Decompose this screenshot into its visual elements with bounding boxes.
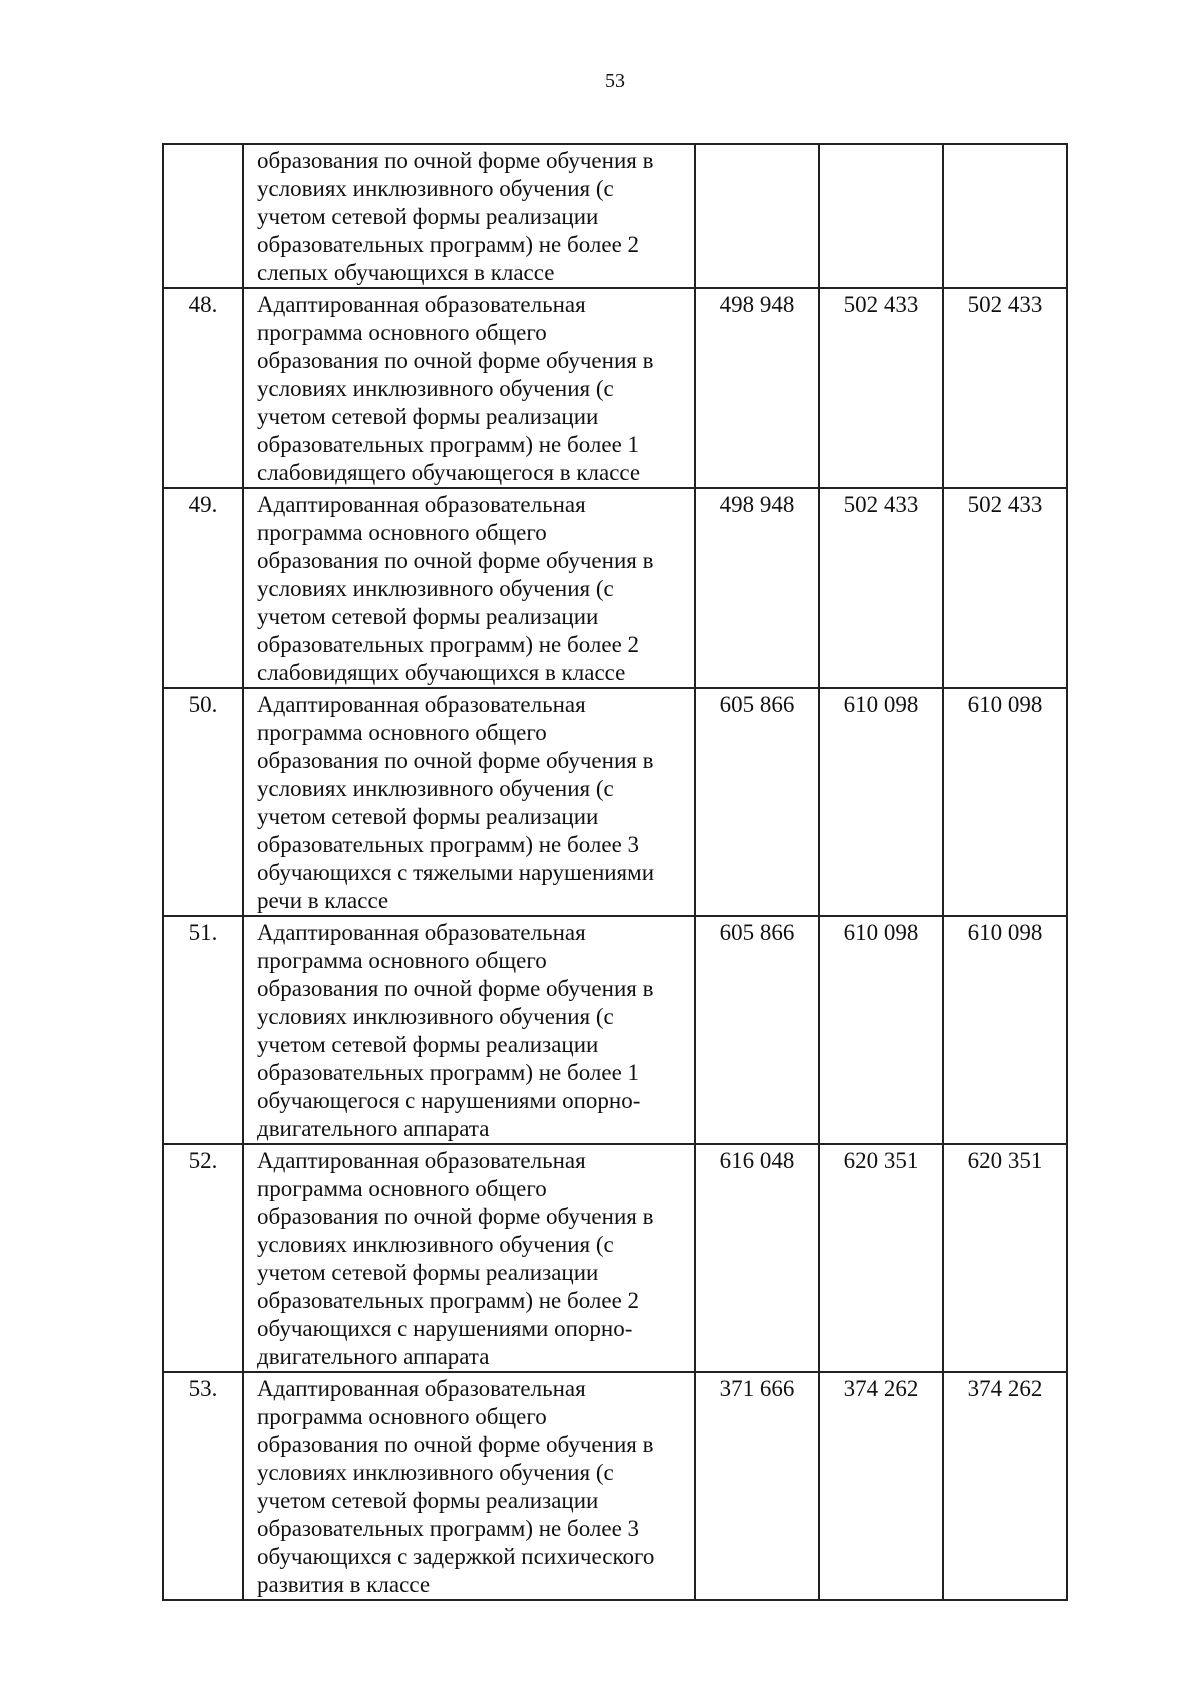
description-line: речи в классе: [257, 888, 389, 913]
table-row: [163, 144, 1067, 288]
cost-value-year-2: 620 351: [819, 1144, 943, 1372]
description-line: программа основного общего: [257, 720, 547, 745]
description-line: условиях инклюзивного обучения (с: [257, 1232, 614, 1257]
row-number: 50.: [163, 688, 243, 916]
cost-value-year-2: 610 098: [819, 916, 943, 1144]
cost-table: [162, 143, 1068, 1601]
description-line: Адаптированная образовательная: [257, 292, 586, 317]
cost-value-year-3: [943, 144, 1067, 288]
description-line: Адаптированная образовательная: [257, 920, 586, 945]
description-line: обучающегося с нарушениями опорно-: [257, 1088, 641, 1113]
description-line: образования по очной форме обучения в: [257, 976, 654, 1001]
description-line: учетом сетевой формы реализации: [257, 1032, 599, 1057]
description-line: образовательных программ) не более 1: [257, 1060, 640, 1085]
description-line: программа основного общего: [257, 1404, 547, 1429]
description-line: образования по очной форме обучения в: [257, 348, 654, 373]
description-line: образовательных программ) не более 3: [257, 1516, 640, 1541]
description-line: образовательных программ) не более 2: [257, 232, 640, 257]
program-description: [243, 1144, 695, 1372]
cost-value-year-1: 616 048: [695, 1144, 819, 1372]
description-line: программа основного общего: [257, 948, 547, 973]
cost-value-year-1: 498 948: [695, 488, 819, 688]
description-line: обучающихся с задержкой психического: [257, 1544, 655, 1569]
row-number: [163, 144, 243, 288]
description-line: Адаптированная образовательная: [257, 492, 586, 517]
description-line: образовательных программ) не более 1: [257, 432, 640, 457]
description-line: слепых обучающихся в классе: [257, 260, 555, 285]
description-line: образования по очной форме обучения в: [257, 1204, 654, 1229]
description-line: образовательных программ) не более 3: [257, 832, 640, 857]
description-line: Адаптированная образовательная: [257, 1376, 586, 1401]
description-line: программа основного общего: [257, 520, 547, 545]
description-line: учетом сетевой формы реализации: [257, 204, 599, 229]
table-row: [163, 916, 1067, 1144]
cost-value-year-1: 371 666: [695, 1372, 819, 1600]
program-description: [243, 1372, 695, 1600]
description-line: учетом сетевой формы реализации: [257, 804, 599, 829]
cost-value-year-3: 610 098: [943, 688, 1067, 916]
program-description: [243, 688, 695, 916]
program-description: [243, 916, 695, 1144]
cost-value-year-2: 502 433: [819, 288, 943, 488]
cost-value-year-3: 502 433: [943, 288, 1067, 488]
description-line: учетом сетевой формы реализации: [257, 604, 599, 629]
description-line: образования по очной форме обучения в: [257, 1432, 654, 1457]
cost-value-year-3: 610 098: [943, 916, 1067, 1144]
description-line: условиях инклюзивного обучения (с: [257, 776, 614, 801]
cost-value-year-3: 374 262: [943, 1372, 1067, 1600]
description-line: обучающихся с нарушениями опорно-: [257, 1316, 633, 1341]
description-line: условиях инклюзивного обучения (с: [257, 1004, 614, 1029]
cost-value-year-2: 502 433: [819, 488, 943, 688]
cost-value-year-3: 620 351: [943, 1144, 1067, 1372]
description-line: программа основного общего: [257, 1176, 547, 1201]
description-line: двигательного аппарата: [257, 1344, 490, 1369]
description-line: условиях инклюзивного обучения (с: [257, 576, 614, 601]
description-line: Адаптированная образовательная: [257, 1148, 586, 1173]
description-line: условиях инклюзивного обучения (с: [257, 376, 614, 401]
table-body: [163, 144, 1067, 1600]
cost-value-year-2: [819, 144, 943, 288]
page-number: 53: [605, 70, 625, 92]
cost-value-year-2: 610 098: [819, 688, 943, 916]
description-line: учетом сетевой формы реализации: [257, 404, 599, 429]
description-line: слабовидящих обучающихся в классе: [257, 660, 626, 685]
cost-value-year-3: 502 433: [943, 488, 1067, 688]
description-line: слабовидящего обучающегося в классе: [257, 460, 641, 485]
cost-value-year-1: [695, 144, 819, 288]
description-line: развития в классе: [257, 1572, 431, 1597]
description-line: программа основного общего: [257, 320, 547, 345]
row-number: 51.: [163, 916, 243, 1144]
row-number: 53.: [163, 1372, 243, 1600]
cost-value-year-1: 498 948: [695, 288, 819, 488]
description-line: двигательного аппарата: [257, 1116, 490, 1141]
description-line: учетом сетевой формы реализации: [257, 1260, 599, 1285]
cost-value-year-1: 605 866: [695, 916, 819, 1144]
description-line: образовательных программ) не более 2: [257, 632, 640, 657]
description-line: Адаптированная образовательная: [257, 692, 586, 717]
description-line: обучающихся с тяжелыми нарушениями: [257, 860, 654, 885]
program-description: [243, 144, 695, 288]
row-number: 49.: [163, 488, 243, 688]
table-row: [163, 488, 1067, 688]
program-description: [243, 488, 695, 688]
description-line: условиях инклюзивного обучения (с: [257, 176, 614, 201]
description-line: образования по очной форме обучения в: [257, 748, 654, 773]
table-row: [163, 688, 1067, 916]
description-line: образовательных программ) не более 2: [257, 1288, 640, 1313]
cost-value-year-2: 374 262: [819, 1372, 943, 1600]
description-line: образования по очной форме обучения в: [257, 148, 654, 173]
program-description: [243, 288, 695, 488]
table-row: [163, 288, 1067, 488]
description-line: образования по очной форме обучения в: [257, 548, 654, 573]
table-row: [163, 1372, 1067, 1600]
row-number: 48.: [163, 288, 243, 488]
description-line: условиях инклюзивного обучения (с: [257, 1460, 614, 1485]
row-number: 52.: [163, 1144, 243, 1372]
cost-value-year-1: 605 866: [695, 688, 819, 916]
table-row: [163, 1144, 1067, 1372]
description-line: учетом сетевой формы реализации: [257, 1488, 599, 1513]
